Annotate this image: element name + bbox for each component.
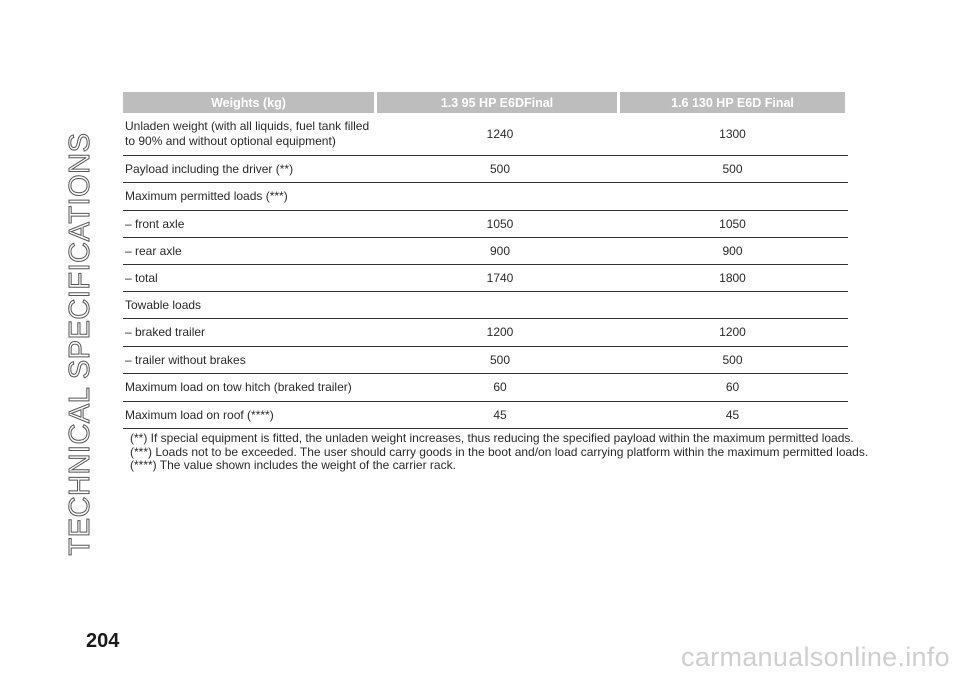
footnote: (**) If special equipment is fitted, the unladen weight increases, thus reducing the specified payload within the maximum permitted loads. [130, 431, 854, 445]
row-label: Maximum permitted loads (***) [125, 189, 288, 203]
row-value-2: 1300 [719, 126, 746, 141]
row-value-2: 500 [722, 352, 743, 367]
row-label: – trailer without brakes [125, 352, 246, 367]
row-label: Payload including the driver (**) [125, 161, 294, 176]
row-value-2: 500 [722, 161, 743, 176]
row-value-1: 500 [489, 352, 511, 367]
row-value-1: 900 [489, 243, 511, 258]
header-engine-1: 1.3 95 HP E6DFinal [377, 92, 617, 113]
footnotes [130, 431, 869, 473]
table-row [123, 156, 848, 183]
watermark: carmanualsonline.info [681, 642, 950, 672]
row-label: – rear axle [125, 243, 182, 258]
row-label: Maximum load on tow hitch (braked trailer) [125, 380, 352, 394]
row-label: Towable loads [125, 297, 202, 312]
row-value-1: 1240 [486, 126, 514, 141]
row-value-2: 1050 [719, 216, 746, 231]
row-value-1: 1740 [486, 270, 514, 285]
row-value-1: 45 [493, 407, 507, 422]
table-row [123, 211, 848, 238]
footnote: (****) The value shown includes the weight of the carrier rack. [130, 458, 456, 472]
table-header [123, 92, 848, 113]
row-value-1: 1050 [486, 216, 514, 231]
row-label: Unladen weight (with all liquids, fuel tank filled to 90% and without optional equipment) [125, 119, 370, 148]
section-title: TECHNICAL SPECIFICATIONS [64, 132, 96, 556]
table-row [123, 183, 848, 211]
table-row [123, 238, 848, 265]
row-label: – braked trailer [125, 325, 206, 339]
row-value-2: 1200 [719, 325, 746, 339]
row-label: – front axle [125, 216, 185, 231]
row-label: – total [125, 270, 158, 285]
table-row [123, 347, 848, 374]
table-row [123, 292, 848, 319]
table-row [123, 319, 848, 347]
table-row [123, 113, 848, 156]
weights-table [123, 92, 848, 429]
row-value-2: 45 [725, 407, 740, 422]
footnote: (***) Loads not to be exceeded. The user should carry goods in the boot and/on load carrying platform within the maximum permitted loads. [130, 444, 869, 459]
table-row [123, 374, 848, 402]
row-value-2: 1800 [719, 270, 746, 285]
row-label: Maximum load on roof (****) [125, 407, 274, 422]
page-number: 204 [86, 630, 120, 652]
row-value-1: 60 [493, 380, 507, 394]
table-row [123, 402, 848, 429]
row-value-1: 1200 [486, 325, 514, 339]
row-value-2: 60 [725, 380, 740, 394]
row-value-1: 500 [489, 161, 511, 176]
row-value-2: 900 [722, 243, 743, 258]
table-row [123, 265, 848, 292]
header-engine-2: 1.6 130 HP E6D Final [620, 92, 845, 113]
header-weights: Weights (kg) [123, 92, 374, 113]
